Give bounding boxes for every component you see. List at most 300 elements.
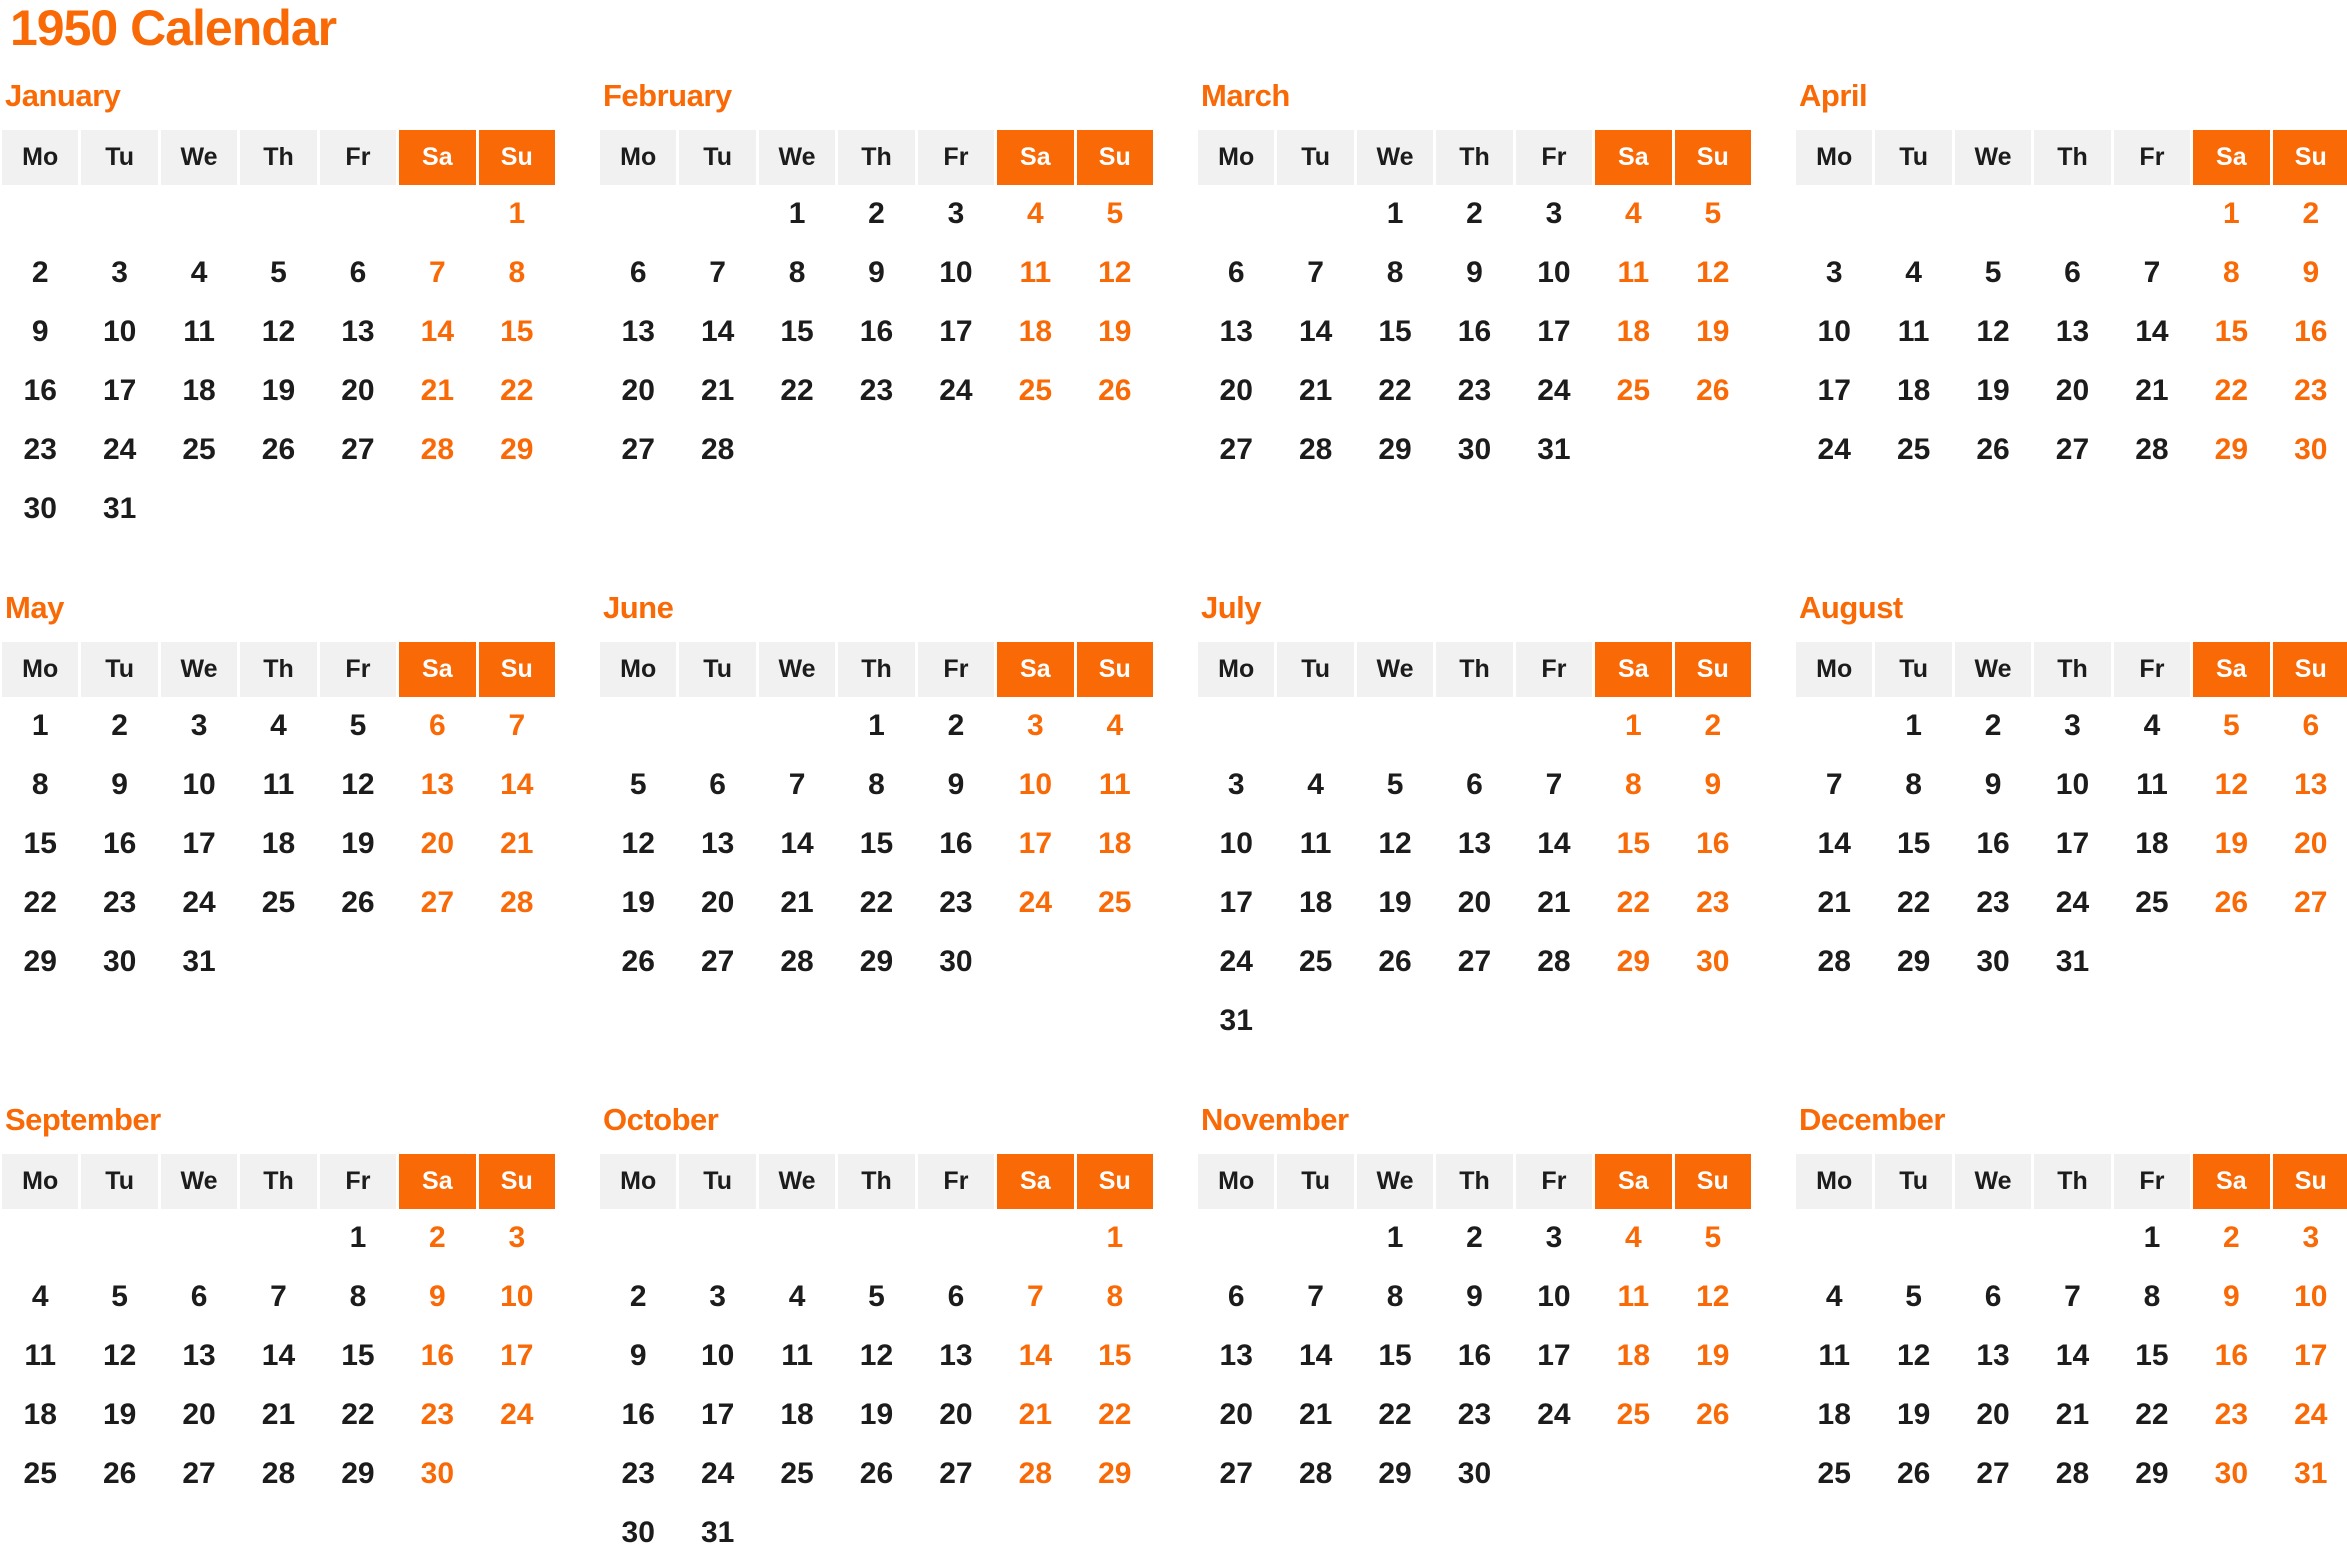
weekday-header-th: Th bbox=[240, 1154, 316, 1209]
day-march-3: 3 bbox=[1545, 197, 1563, 231]
weekday-header-mo: Mo bbox=[600, 1154, 676, 1209]
day-july-19: 19 bbox=[1378, 886, 1412, 920]
day-december-19: 19 bbox=[1896, 1398, 1931, 1432]
day-july-26: 26 bbox=[1378, 945, 1412, 979]
day-march-25: 25 bbox=[1616, 374, 1651, 408]
month-february bbox=[600, 79, 1153, 480]
day-april-5: 5 bbox=[1984, 256, 2002, 290]
day-february-10: 10 bbox=[939, 256, 973, 290]
day-july-28: 28 bbox=[1537, 945, 1571, 979]
day-empty bbox=[2, 1209, 78, 1268]
day-march-13: 13 bbox=[1219, 315, 1253, 349]
day-august-16: 16 bbox=[1976, 827, 2010, 861]
day-april-15: 15 bbox=[2214, 315, 2249, 349]
day-september-22: 22 bbox=[341, 1398, 375, 1432]
day-march-20: 20 bbox=[1219, 374, 1253, 408]
day-november-16: 16 bbox=[1457, 1339, 1492, 1373]
day-august-4: 4 bbox=[2143, 709, 2161, 743]
day-march-23: 23 bbox=[1457, 374, 1492, 408]
weekday-header-row bbox=[600, 642, 1153, 697]
week-row bbox=[1198, 933, 1751, 992]
day-empty bbox=[399, 933, 475, 992]
week-row bbox=[1796, 421, 2347, 480]
day-june-12: 12 bbox=[621, 827, 655, 861]
weekday-header-mo: Mo bbox=[1796, 1154, 1872, 1209]
day-empty bbox=[679, 1209, 755, 1268]
day-july-13: 13 bbox=[1457, 827, 1492, 861]
day-empty bbox=[1675, 992, 1751, 1051]
day-december-3: 3 bbox=[2302, 1221, 2320, 1255]
day-august-28: 28 bbox=[1817, 945, 1851, 979]
day-empty bbox=[240, 185, 316, 244]
day-october-2: 2 bbox=[629, 1280, 647, 1314]
day-march-28: 28 bbox=[1298, 433, 1333, 467]
day-january-25: 25 bbox=[182, 433, 216, 467]
day-july-18: 18 bbox=[1298, 886, 1333, 920]
weekday-header-we: We bbox=[1955, 130, 2031, 185]
day-april-26: 26 bbox=[1976, 433, 2010, 467]
day-december-16: 16 bbox=[2214, 1339, 2249, 1373]
day-december-24: 24 bbox=[2294, 1398, 2328, 1432]
weekday-header-row bbox=[2, 642, 555, 697]
day-june-19: 19 bbox=[621, 886, 655, 920]
day-empty bbox=[997, 421, 1073, 480]
week-row bbox=[2, 1209, 555, 1268]
weekday-header-we: We bbox=[759, 642, 835, 697]
day-march-8: 8 bbox=[1386, 256, 1404, 290]
week-row bbox=[1198, 362, 1751, 421]
weekday-header-fr: Fr bbox=[1516, 1154, 1592, 1209]
day-empty bbox=[1516, 992, 1592, 1051]
weekday-header-we: We bbox=[1955, 1154, 2031, 1209]
day-february-20: 20 bbox=[621, 374, 655, 408]
day-february-9: 9 bbox=[868, 256, 885, 290]
day-june-6: 6 bbox=[709, 768, 726, 802]
day-february-14: 14 bbox=[700, 315, 735, 349]
day-empty bbox=[1436, 697, 1512, 756]
day-june-11: 11 bbox=[1098, 768, 1131, 802]
weekday-header-sa: Sa bbox=[997, 1154, 1073, 1209]
weeks bbox=[1198, 697, 1751, 1051]
weekday-header-th: Th bbox=[240, 130, 316, 185]
day-empty bbox=[2114, 185, 2190, 244]
month-june bbox=[600, 591, 1153, 992]
day-october-16: 16 bbox=[621, 1398, 655, 1432]
week-row bbox=[1198, 992, 1751, 1051]
day-august-12: 12 bbox=[2214, 768, 2249, 802]
day-march-27: 27 bbox=[1219, 433, 1253, 467]
weekday-header-fr: Fr bbox=[2114, 642, 2190, 697]
day-empty bbox=[1198, 1209, 1274, 1268]
week-row bbox=[1796, 933, 2347, 992]
day-march-30: 30 bbox=[1457, 433, 1492, 467]
day-december-5: 5 bbox=[1905, 1280, 1922, 1314]
day-january-22: 22 bbox=[500, 374, 534, 408]
day-december-30: 30 bbox=[2214, 1457, 2249, 1491]
day-april-21: 21 bbox=[2135, 374, 2169, 408]
day-december-14: 14 bbox=[2055, 1339, 2090, 1373]
day-june-25: 25 bbox=[1098, 886, 1132, 920]
week-row bbox=[1796, 303, 2347, 362]
day-december-28: 28 bbox=[2055, 1457, 2090, 1491]
day-may-9: 9 bbox=[111, 768, 128, 802]
weeks bbox=[1198, 1209, 1751, 1504]
day-empty bbox=[918, 421, 994, 480]
weekday-header-row bbox=[1796, 642, 2347, 697]
week-row bbox=[1198, 1327, 1751, 1386]
day-september-18: 18 bbox=[23, 1398, 57, 1432]
week-row bbox=[2, 421, 555, 480]
day-empty bbox=[2034, 185, 2110, 244]
day-may-24: 24 bbox=[182, 886, 216, 920]
day-december-13: 13 bbox=[1976, 1339, 2010, 1373]
day-november-18: 18 bbox=[1616, 1339, 1651, 1373]
weekday-header-fr: Fr bbox=[2114, 1154, 2190, 1209]
day-october-20: 20 bbox=[939, 1398, 973, 1432]
day-april-10: 10 bbox=[1817, 315, 1851, 349]
day-april-3: 3 bbox=[1825, 256, 1843, 290]
day-february-26: 26 bbox=[1098, 374, 1132, 408]
day-august-29: 29 bbox=[1896, 945, 1931, 979]
day-april-8: 8 bbox=[2223, 256, 2240, 290]
week-row bbox=[600, 1327, 1153, 1386]
day-february-19: 19 bbox=[1098, 315, 1132, 349]
day-june-15: 15 bbox=[859, 827, 894, 861]
day-june-10: 10 bbox=[1018, 768, 1053, 802]
day-empty bbox=[240, 480, 316, 539]
day-december-7: 7 bbox=[2064, 1280, 2081, 1314]
week-row bbox=[1198, 1209, 1751, 1268]
week-row bbox=[1796, 1445, 2347, 1504]
weekday-header-we: We bbox=[759, 1154, 835, 1209]
day-november-26: 26 bbox=[1696, 1398, 1730, 1432]
day-february-24: 24 bbox=[939, 374, 973, 408]
day-april-1: 1 bbox=[2223, 197, 2240, 231]
day-january-7: 7 bbox=[429, 256, 446, 290]
weekday-header-fr: Fr bbox=[2114, 130, 2190, 185]
weekday-header-row bbox=[1796, 1154, 2347, 1209]
day-september-28: 28 bbox=[261, 1457, 296, 1491]
week-row bbox=[600, 1386, 1153, 1445]
day-january-15: 15 bbox=[500, 315, 534, 349]
day-may-2: 2 bbox=[111, 709, 128, 743]
day-empty bbox=[479, 1445, 555, 1504]
day-october-10: 10 bbox=[700, 1339, 735, 1373]
day-april-11: 11 bbox=[1897, 315, 1930, 349]
day-march-17: 17 bbox=[1537, 315, 1571, 349]
day-empty bbox=[838, 1209, 914, 1268]
weekday-header-we: We bbox=[759, 130, 835, 185]
day-november-19: 19 bbox=[1696, 1339, 1730, 1373]
day-november-29: 29 bbox=[1378, 1457, 1412, 1491]
day-october-24: 24 bbox=[700, 1457, 735, 1491]
calendar-page bbox=[0, 2, 2347, 1563]
weekday-header-mo: Mo bbox=[1198, 642, 1274, 697]
week-row bbox=[600, 244, 1153, 303]
weekday-header-su: Su bbox=[1675, 642, 1751, 697]
day-empty bbox=[1077, 421, 1153, 480]
week-row bbox=[1796, 1386, 2347, 1445]
month-march bbox=[1198, 79, 1751, 480]
day-august-30: 30 bbox=[1976, 945, 2010, 979]
day-november-2: 2 bbox=[1466, 1221, 1483, 1255]
day-october-1: 1 bbox=[1106, 1221, 1124, 1255]
week-row bbox=[1198, 697, 1751, 756]
weekday-header-fr: Fr bbox=[320, 1154, 396, 1209]
day-empty bbox=[1277, 992, 1353, 1051]
week-row bbox=[600, 1504, 1153, 1563]
day-empty bbox=[1796, 1209, 1872, 1268]
day-july-1: 1 bbox=[1625, 709, 1642, 743]
day-october-8: 8 bbox=[1106, 1280, 1124, 1314]
weeks bbox=[2, 697, 555, 992]
day-empty bbox=[838, 421, 914, 480]
day-empty bbox=[679, 185, 755, 244]
day-may-16: 16 bbox=[102, 827, 137, 861]
weekday-header-row bbox=[2, 1154, 555, 1209]
day-may-27: 27 bbox=[420, 886, 455, 920]
weekday-header-su: Su bbox=[1077, 130, 1153, 185]
day-february-1: 1 bbox=[788, 197, 806, 231]
day-november-4: 4 bbox=[1625, 1221, 1642, 1255]
day-june-2: 2 bbox=[947, 709, 965, 743]
month-name: June bbox=[603, 589, 674, 625]
day-empty bbox=[240, 933, 316, 992]
month-name: May bbox=[5, 589, 64, 625]
month-september bbox=[2, 1103, 555, 1504]
day-december-9: 9 bbox=[2223, 1280, 2240, 1314]
day-december-11: 11 bbox=[1818, 1339, 1851, 1373]
weekday-header-row bbox=[600, 1154, 1153, 1209]
weekday-header-tu: Tu bbox=[1277, 1154, 1353, 1209]
page-title: 1950 Calendar bbox=[10, 0, 337, 56]
day-june-5: 5 bbox=[629, 768, 647, 802]
day-april-25: 25 bbox=[1896, 433, 1931, 467]
day-january-16: 16 bbox=[23, 374, 57, 408]
day-june-23: 23 bbox=[939, 886, 973, 920]
day-may-25: 25 bbox=[261, 886, 296, 920]
day-april-28: 28 bbox=[2135, 433, 2169, 467]
day-empty bbox=[1198, 185, 1274, 244]
day-july-4: 4 bbox=[1307, 768, 1324, 802]
day-september-11: 11 bbox=[24, 1339, 57, 1373]
day-november-13: 13 bbox=[1219, 1339, 1253, 1373]
day-november-3: 3 bbox=[1545, 1221, 1563, 1255]
day-empty bbox=[2114, 933, 2190, 992]
day-august-20: 20 bbox=[2294, 827, 2328, 861]
day-empty bbox=[1077, 1504, 1153, 1563]
day-november-15: 15 bbox=[1378, 1339, 1412, 1373]
day-october-26: 26 bbox=[859, 1457, 894, 1491]
weekday-header-tu: Tu bbox=[81, 642, 157, 697]
day-april-9: 9 bbox=[2302, 256, 2320, 290]
day-october-6: 6 bbox=[947, 1280, 965, 1314]
day-may-6: 6 bbox=[429, 709, 446, 743]
weekday-header-we: We bbox=[161, 1154, 237, 1209]
day-december-8: 8 bbox=[2143, 1280, 2161, 1314]
day-july-5: 5 bbox=[1386, 768, 1404, 802]
day-september-4: 4 bbox=[31, 1280, 49, 1314]
day-august-18: 18 bbox=[2135, 827, 2169, 861]
day-august-3: 3 bbox=[2064, 709, 2081, 743]
day-february-18: 18 bbox=[1018, 315, 1053, 349]
weekday-header-we: We bbox=[161, 642, 237, 697]
day-july-16: 16 bbox=[1696, 827, 1730, 861]
day-december-1: 1 bbox=[2143, 1221, 2161, 1255]
week-row bbox=[2, 756, 555, 815]
weekday-header-sa: Sa bbox=[2193, 130, 2269, 185]
day-august-27: 27 bbox=[2294, 886, 2328, 920]
weekday-header-fr: Fr bbox=[918, 130, 994, 185]
day-empty bbox=[1436, 992, 1512, 1051]
weekday-header-sa: Sa bbox=[997, 642, 1073, 697]
week-row bbox=[600, 1445, 1153, 1504]
week-row bbox=[1198, 421, 1751, 480]
day-october-30: 30 bbox=[621, 1516, 655, 1550]
day-empty bbox=[240, 1209, 316, 1268]
day-january-28: 28 bbox=[420, 433, 455, 467]
day-empty bbox=[2034, 1209, 2110, 1268]
day-august-7: 7 bbox=[1825, 768, 1843, 802]
day-april-6: 6 bbox=[2064, 256, 2081, 290]
day-empty bbox=[2, 185, 78, 244]
day-march-10: 10 bbox=[1537, 256, 1571, 290]
day-december-31: 31 bbox=[2294, 1457, 2328, 1491]
day-july-30: 30 bbox=[1696, 945, 1730, 979]
month-october bbox=[600, 1103, 1153, 1563]
day-june-27: 27 bbox=[700, 945, 735, 979]
week-row bbox=[2, 185, 555, 244]
weekday-header-tu: Tu bbox=[679, 1154, 755, 1209]
day-september-15: 15 bbox=[341, 1339, 375, 1373]
day-january-18: 18 bbox=[182, 374, 216, 408]
day-empty bbox=[1357, 697, 1433, 756]
weekday-header-th: Th bbox=[1436, 1154, 1512, 1209]
day-august-25: 25 bbox=[2135, 886, 2169, 920]
day-june-13: 13 bbox=[700, 827, 735, 861]
day-empty bbox=[1875, 185, 1951, 244]
day-october-25: 25 bbox=[780, 1457, 814, 1491]
day-may-28: 28 bbox=[500, 886, 534, 920]
day-april-24: 24 bbox=[1817, 433, 1851, 467]
day-empty bbox=[600, 185, 676, 244]
day-june-7: 7 bbox=[788, 768, 806, 802]
week-row bbox=[1796, 874, 2347, 933]
day-empty bbox=[1277, 1209, 1353, 1268]
weeks bbox=[2, 1209, 555, 1504]
day-empty bbox=[997, 933, 1073, 992]
week-row bbox=[2, 1268, 555, 1327]
day-january-11: 11 bbox=[183, 315, 215, 349]
day-january-1: 1 bbox=[508, 197, 526, 231]
day-january-2: 2 bbox=[31, 256, 49, 290]
day-empty bbox=[1198, 697, 1274, 756]
weekday-header-th: Th bbox=[1436, 130, 1512, 185]
day-july-12: 12 bbox=[1378, 827, 1412, 861]
weekday-header-su: Su bbox=[2273, 642, 2347, 697]
weekday-header-row bbox=[2, 130, 555, 185]
day-may-1: 1 bbox=[31, 709, 49, 743]
weekday-header-th: Th bbox=[240, 642, 316, 697]
day-empty bbox=[320, 933, 396, 992]
weekday-header-mo: Mo bbox=[1796, 642, 1872, 697]
day-july-23: 23 bbox=[1696, 886, 1730, 920]
day-october-5: 5 bbox=[868, 1280, 885, 1314]
day-october-18: 18 bbox=[780, 1398, 814, 1432]
day-april-20: 20 bbox=[2055, 374, 2090, 408]
day-june-24: 24 bbox=[1018, 886, 1053, 920]
week-row bbox=[1796, 244, 2347, 303]
weekday-header-mo: Mo bbox=[2, 1154, 78, 1209]
day-may-29: 29 bbox=[23, 945, 57, 979]
day-august-1: 1 bbox=[1905, 709, 1922, 743]
month-july bbox=[1198, 591, 1751, 1051]
day-february-17: 17 bbox=[939, 315, 973, 349]
day-january-30: 30 bbox=[23, 492, 57, 526]
day-march-11: 11 bbox=[1617, 256, 1650, 290]
week-row bbox=[600, 756, 1153, 815]
day-empty bbox=[679, 697, 755, 756]
weekday-header-sa: Sa bbox=[399, 1154, 475, 1209]
day-june-4: 4 bbox=[1106, 709, 1124, 743]
day-november-22: 22 bbox=[1378, 1398, 1412, 1432]
day-december-4: 4 bbox=[1825, 1280, 1843, 1314]
day-january-3: 3 bbox=[111, 256, 128, 290]
day-may-13: 13 bbox=[420, 768, 455, 802]
day-may-5: 5 bbox=[349, 709, 367, 743]
day-september-2: 2 bbox=[429, 1221, 446, 1255]
week-row bbox=[2, 815, 555, 874]
weekday-header-tu: Tu bbox=[81, 130, 157, 185]
weekday-header-th: Th bbox=[2034, 130, 2110, 185]
day-empty bbox=[1796, 185, 1872, 244]
day-november-9: 9 bbox=[1466, 1280, 1483, 1314]
day-empty bbox=[759, 1504, 835, 1563]
week-row bbox=[600, 1209, 1153, 1268]
day-february-15: 15 bbox=[780, 315, 814, 349]
weekday-header-mo: Mo bbox=[1198, 130, 1274, 185]
day-august-8: 8 bbox=[1905, 768, 1922, 802]
weekday-header-su: Su bbox=[1077, 642, 1153, 697]
weekday-header-mo: Mo bbox=[600, 130, 676, 185]
day-june-9: 9 bbox=[947, 768, 965, 802]
day-november-10: 10 bbox=[1537, 1280, 1571, 1314]
day-march-22: 22 bbox=[1378, 374, 1412, 408]
day-march-18: 18 bbox=[1616, 315, 1651, 349]
day-april-14: 14 bbox=[2135, 315, 2169, 349]
day-december-20: 20 bbox=[1976, 1398, 2010, 1432]
day-april-2: 2 bbox=[2302, 197, 2320, 231]
day-july-14: 14 bbox=[1537, 827, 1571, 861]
day-march-6: 6 bbox=[1227, 256, 1245, 290]
day-empty bbox=[1955, 185, 2031, 244]
day-september-26: 26 bbox=[102, 1457, 137, 1491]
day-empty bbox=[918, 1209, 994, 1268]
weekday-header-we: We bbox=[1357, 1154, 1433, 1209]
day-april-29: 29 bbox=[2214, 433, 2249, 467]
day-may-15: 15 bbox=[23, 827, 57, 861]
week-row bbox=[1198, 185, 1751, 244]
day-august-31: 31 bbox=[2055, 945, 2090, 979]
day-may-4: 4 bbox=[270, 709, 287, 743]
day-may-12: 12 bbox=[341, 768, 375, 802]
weekday-header-su: Su bbox=[2273, 1154, 2347, 1209]
day-march-14: 14 bbox=[1298, 315, 1333, 349]
day-october-27: 27 bbox=[939, 1457, 973, 1491]
day-april-19: 19 bbox=[1976, 374, 2010, 408]
day-october-19: 19 bbox=[859, 1398, 894, 1432]
day-empty bbox=[320, 185, 396, 244]
